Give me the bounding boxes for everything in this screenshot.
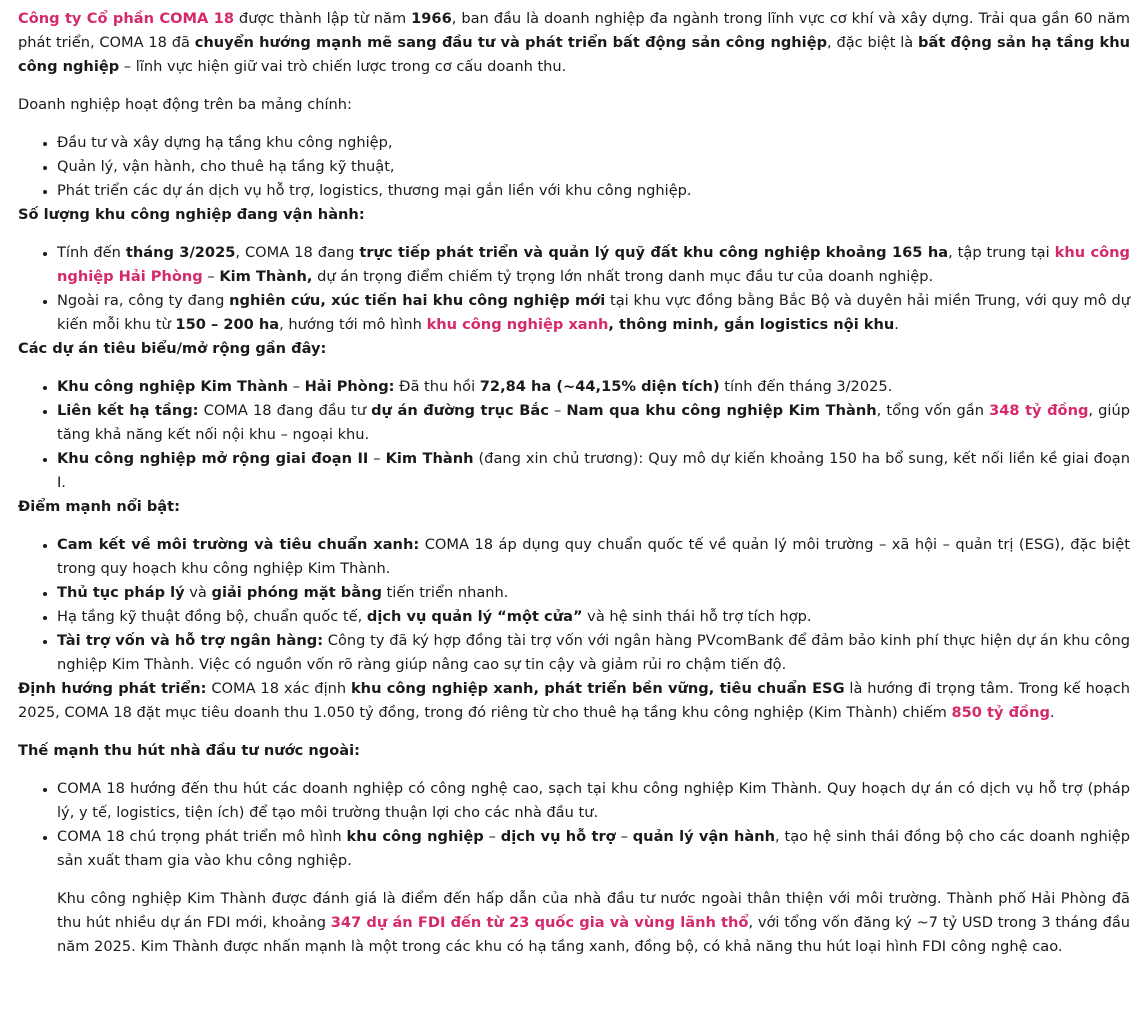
strengths-list xyxy=(18,533,1130,677)
foreign-heading: Thế mạnh thu hút nhà đầu tư nước ngoài: xyxy=(18,742,360,759)
text-span: COMA 18 xác định xyxy=(206,680,351,697)
text-span: , tạo hệ sinh thái đồng bộ cho các doanh nghiệp sản xuất tham gia vào khu công nghiệp. xyxy=(57,828,1131,869)
text-span: , đặc biệt là xyxy=(827,34,919,51)
text-span: tại khu vực đồng bằng Bắc Bộ và duyên hải miền Trung, với quy mô dự kiến mỗi khu từ xyxy=(57,292,1130,333)
text-span: . xyxy=(1049,704,1055,721)
activities-list xyxy=(18,131,1130,203)
text-span: – xyxy=(548,402,567,419)
text-span: , tập trung tại xyxy=(948,244,1055,261)
projects-heading: Các dự án tiêu biểu/mở rộng gần đây: xyxy=(18,340,327,357)
list-item xyxy=(57,447,1130,495)
fdi-note-paragraph xyxy=(18,887,1130,959)
highlight-value: 348 tỷ đồng xyxy=(989,402,1089,419)
bold-span: Khu công nghiệp mở rộng giai đoạn II xyxy=(57,450,369,467)
bold-span: khu công nghiệp xyxy=(346,828,484,845)
text-span: (đang xin chủ trương): Quy mô dự kiến khoảng 150 ha bổ sung, kết nối liền kề giai đoạn I. xyxy=(57,450,1130,491)
list-item xyxy=(57,533,1130,581)
text-span: – xyxy=(288,378,305,395)
list-item xyxy=(57,399,1130,447)
text-span: COMA 18 áp dụng quy chuẩn quốc tế về quản lý môi trường – xã hội – quản trị (ESG), đặc biệt trong quy hoạch khu công nghiệp Kim Thành. xyxy=(57,536,1130,577)
founding-year: 1966 xyxy=(411,10,452,27)
text-span: Công ty đã ký hợp đồng tài trợ vốn với ngân hàng PVcomBank để đảm bảo kinh phí thực hiện dự án khu công nghiệp Kim Thành. Việc có nguồn vốn rõ ràng giúp nâng cao sự tin cậy và giảm rủi ro chậm tiến độ. xyxy=(57,632,1130,673)
bold-span: Định hướng phát triển: xyxy=(18,680,207,697)
bold-span: Thủ tục pháp lý xyxy=(57,584,185,601)
list-item: • Đầu tư và xây dựng hạ tầng khu công nghiệp, xyxy=(57,131,1130,155)
foreign-list xyxy=(18,777,1130,873)
operating-list xyxy=(18,241,1130,337)
list-item: • Phát triển các dự án dịch vụ hỗ trợ, logistics, thương mại gắn liền với khu công nghiệp. xyxy=(57,179,1130,203)
operating-heading: Số lượng khu công nghiệp đang vận hành: xyxy=(18,206,365,223)
text-span: tiến triển nhanh. xyxy=(381,584,509,601)
highlight-value: 850 tỷ đồng xyxy=(951,704,1050,721)
bold-span: khu công nghiệp xanh, phát triển bền vững, tiêu chuẩn ESG xyxy=(350,680,845,697)
text-span: – xyxy=(368,450,386,467)
text-span: COMA 18 đang đầu tư xyxy=(198,402,372,419)
text-span: Ngoài ra, công ty đang xyxy=(57,292,230,309)
bold-span: Cam kết về môi trường và tiêu chuẩn xanh: xyxy=(57,536,420,553)
bold-span: Liên kết hạ tầng: xyxy=(57,402,199,419)
text-span: Hạ tầng kỹ thuật đồng bộ, chuẩn quốc tế, xyxy=(57,608,367,625)
list-item xyxy=(57,241,1130,289)
list-item xyxy=(57,629,1130,677)
highlight-link[interactable]: khu công nghiệp Hải Phòng xyxy=(57,244,1131,285)
text-span: dự án trọng điểm chiếm tỷ trọng lớn nhất trong danh mục đầu tư của doanh nghiệp. xyxy=(312,268,934,285)
strengths-heading: Điểm mạnh nổi bật: xyxy=(18,498,180,515)
bold-span: 150 – 200 ha xyxy=(175,316,280,333)
text-span: – lĩnh vực hiện giữ vai trò chiến lược trong cơ cấu doanh thu. xyxy=(119,58,567,75)
text-span: , hướng tới mô hình xyxy=(279,316,427,333)
bold-span: trực tiếp phát triển và quản lý quỹ đất khu công nghiệp khoảng 165 ha xyxy=(359,244,949,261)
text-span: là hướng đi trọng tâm. Trong kế hoạch 2025, COMA 18 đặt mục tiêu doanh thu 1.050 tỷ đồng, trong đó riêng từ cho thuê hạ tầng khu công nghiệp (Kim Thành) chiếm xyxy=(18,680,1131,721)
text-span: . xyxy=(894,316,899,333)
text-span: được thành lập từ năm xyxy=(234,10,412,27)
bold-span: , thông minh, gắn logistics nội khu xyxy=(608,316,895,333)
list-item xyxy=(57,289,1130,337)
bold-span: dự án đường trục Bắc xyxy=(371,402,549,419)
text-span: , tổng vốn gần xyxy=(876,402,990,419)
text-span: – xyxy=(615,828,633,845)
list-item xyxy=(57,581,1130,605)
text-span: , COMA 18 đang xyxy=(235,244,360,261)
activities-lead: Doanh nghiệp hoạt động trên ba mảng chính: xyxy=(18,96,352,113)
text-span: – xyxy=(202,268,220,285)
bold-span: Kim Thành, xyxy=(219,268,313,285)
text-span: Tính đến xyxy=(57,244,126,261)
projects-list xyxy=(18,375,1130,495)
text-span: Khu công nghiệp Kim Thành được đánh giá là điểm đến hấp dẫn của nhà đầu tư nước ngoài thân thiện với môi trường. Thành phố Hải Phòng đã thu hút nhiều dự án FDI mới, khoảng xyxy=(57,890,1130,931)
bold-span: Kim Thành xyxy=(385,450,474,467)
bold-span: Khu công nghiệp Kim Thành xyxy=(57,378,288,395)
bold-span: Nam qua khu công nghiệp Kim Thành xyxy=(566,402,877,419)
bold-span: 72,84 ha (~44,15% diện tích) xyxy=(479,378,720,395)
intro-paragraph xyxy=(18,7,1130,79)
bold-span: dịch vụ quản lý “một cửa” xyxy=(366,608,583,625)
list-item: • COMA 18 hướng đến thu hút các doanh nghiệp có công nghệ cao, sạch tại khu công nghiệp Kim Thành. Quy hoạch dự án có dịch vụ hỗ trợ (pháp lý, y tế, logistics, tiện ích) để tạo môi trường thuận lợi cho các nhà đầu tư. xyxy=(57,777,1130,825)
company-name: Công ty Cổ phần COMA 18 xyxy=(18,10,234,27)
list-item: • Quản lý, vận hành, cho thuê hạ tầng kỹ thuật, xyxy=(57,155,1130,179)
bold-span: nghiên cứu, xúc tiến hai khu công nghiệp mới xyxy=(229,292,606,309)
text-span: , với tổng vốn đăng ký ~7 tỷ USD trong 3 tháng đầu năm 2025. Kim Thành được nhấn mạnh là một trong các khu có hạ tầng xanh, đồng bộ, có khả năng thu hút loại hình FDI công nghệ cao. xyxy=(57,914,1131,955)
list-item xyxy=(57,605,1130,629)
bold-span: Tài trợ vốn và hỗ trợ ngân hàng: xyxy=(57,632,324,649)
bold-span: tháng 3/2025 xyxy=(125,244,236,261)
highlight-link[interactable]: khu công nghiệp xanh xyxy=(426,316,609,333)
text-span: , giúp tăng khả năng kết nối nội khu – ngoại khu. xyxy=(57,402,1130,443)
orientation-paragraph xyxy=(18,677,1130,725)
text-span: tính đến tháng 3/2025. xyxy=(719,378,893,395)
bold-span: bất động sản hạ tầng khu công nghiệp xyxy=(18,34,1130,75)
text-span: và hệ sinh thái hỗ trợ tích hợp. xyxy=(582,608,812,625)
list-item xyxy=(57,825,1130,873)
text-span: – xyxy=(483,828,501,845)
bold-span: quản lý vận hành xyxy=(632,828,776,845)
bold-span: Hải Phòng: xyxy=(304,378,395,395)
text-span: và xyxy=(184,584,212,601)
text-span: , ban đầu là doanh nghiệp đa ngành trong lĩnh vực cơ khí và xây dựng. Trải qua gần 60 năm phát triển, COMA 18 đã xyxy=(18,10,1130,51)
bold-span: giải phóng mặt bằng xyxy=(211,584,382,601)
bold-span: dịch vụ hỗ trợ xyxy=(500,828,616,845)
text-span: Đã thu hồi xyxy=(394,378,480,395)
highlight-value: 347 dự án FDI đến từ 23 quốc gia và vùng lãnh thổ xyxy=(330,914,749,931)
bold-span: chuyển hướng mạnh mẽ sang đầu tư và phát triển bất động sản công nghiệp xyxy=(194,34,828,51)
list-item xyxy=(57,375,1130,399)
text-span: COMA 18 chú trọng phát triển mô hình xyxy=(57,828,347,845)
